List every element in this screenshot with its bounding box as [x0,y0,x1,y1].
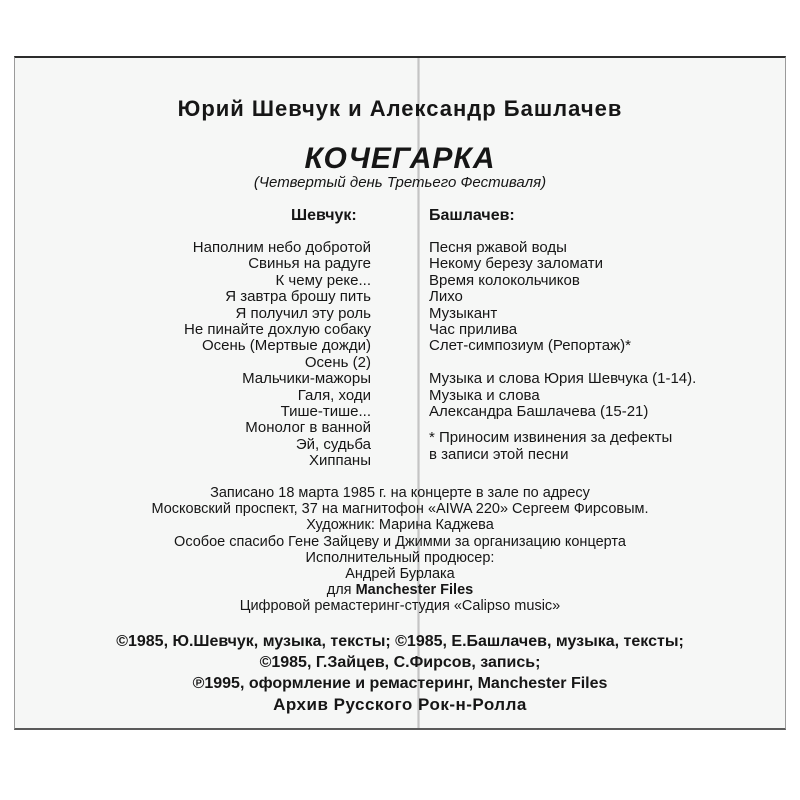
track-item: Осень (Мертвые дожди) [201,337,371,355]
track-item: Тише-тише... [280,403,371,421]
track-item: Осень (2) [304,353,371,371]
right-column-heading: Башлачев: [429,207,515,224]
track-item: Галя, ходи [297,386,371,404]
copyright-block [15,631,785,715]
track-item: Эй, судьба [295,435,371,453]
track-item: Мальчики-мажоры [242,370,371,388]
authorship-note: Музыка и слова [429,386,540,404]
copyright-line: ©1985, Ю.Шевчук, музыка, тексты; ©1985, Е.Башлачев, музыка, тексты; [116,633,684,650]
track-item: Я завтра брошу пить [225,288,371,306]
track-item: Музыкант [429,304,498,322]
bashlachev-tracklist [429,240,696,463]
credits-line: Андрей Бурлака [345,566,455,583]
copyright-line: ©1985, Г.Зайцев, С.Фирсов, запись; [259,654,541,671]
authorship-note: Музыка и слова Юрия Шевчука (1-14). [429,370,697,388]
track-item: Время колокольчиков [429,271,580,289]
track-item: Свинья на радуге [248,255,371,273]
track-item: Я получил эту роль [235,304,371,322]
credits-line: Художник: Марина Каджева [306,517,494,534]
credits-line: Особое спасибо Гене Зайцеву и Джимми за организацию концерта [174,533,626,550]
credits-line: Исполнительный продюсер: [305,549,495,566]
track-item: Монолог в ванной [245,419,371,437]
track-item: Наполним небо добротой [192,239,371,256]
archive-series-title: Архив Русского Рок-н-Ролла [273,695,527,714]
label-name: Manchester Files [355,582,474,599]
authorship-note: Александра Башлачева (15-21) [429,403,649,421]
track-item: Хиппаны [308,452,371,470]
credits-line: Записано 18 марта 1985 г. на концерте в зале по адресу [210,485,590,501]
album-subtitle: (Четвертый день Третьего Фестиваля) [253,174,547,191]
left-column-heading: Шевчук: [291,207,357,224]
credits-line: Московский проспект, 37 на магнитофон «AIWA 220» Сергеем Фирсовым. [151,501,649,518]
credits-line: Цифровой ремастеринг-студия «Calipso music» [239,598,561,615]
credits-for-line [15,582,785,598]
shevchuk-tracklist [75,240,371,470]
artists-title: Юрий Шевчук и Александр Башлачев [177,96,623,121]
track-item: Песня ржавой воды [429,239,567,256]
spacer [429,355,696,371]
footnote-line: * Приносим извинения за дефекты [429,429,673,447]
track-item: Не пинайте дохлую собаку [184,321,371,339]
track-item: К чему реке... [275,271,371,289]
cassette-insert [14,56,786,730]
track-item: Лихо [429,288,463,306]
album-title: КОЧЕГАРКА [304,142,496,175]
credits-block [15,485,785,615]
track-item: Некому березу заломати [429,255,603,273]
copyright-line: ℗1995, оформление и ремастеринг, Manchester Files [192,675,608,692]
track-item: Час прилива [429,321,518,339]
credits-for-prefix: для [326,582,356,599]
footnote-line: в записи этой песни [429,445,569,463]
track-item: Слет-симпозиум (Репортаж)* [429,337,631,355]
